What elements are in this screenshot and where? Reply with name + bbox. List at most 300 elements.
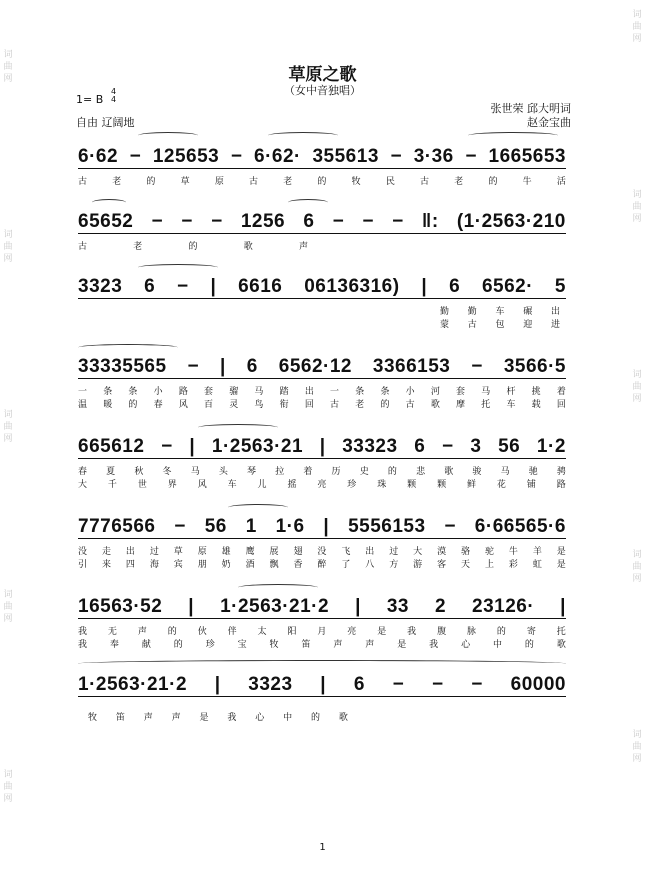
lyric-line-1 (78, 624, 566, 637)
watermark-char: 曲 (3, 602, 13, 612)
note-group: 1 (245, 516, 257, 537)
lyric-char: 酒 (245, 560, 255, 570)
note-group: 3323 (248, 674, 293, 695)
note-group: 1256 (240, 211, 286, 232)
note-group: − (442, 436, 454, 457)
lyric-char: 老 (283, 177, 293, 187)
watermark-char: 网 (632, 214, 642, 224)
watermark-char: 曲 (632, 382, 642, 392)
lyric-char: 蒙 (440, 320, 450, 330)
lyric-char: 中 (283, 713, 293, 723)
note-group: 56 (498, 436, 521, 457)
lyric-char: 载 (531, 400, 541, 410)
lyric-char: 的 (311, 713, 321, 723)
notation-row (78, 516, 566, 539)
lyric-char: 的 (317, 177, 327, 187)
lyric-char: 秋 (134, 467, 144, 477)
watermark-char: 曲 (632, 742, 642, 752)
note-group: − (465, 146, 477, 167)
note-group: 3566·5 (503, 356, 566, 377)
note-group: 1·2563·21·2 (220, 596, 330, 617)
lyric-char: 牧 (351, 177, 361, 187)
lyric-char: 车 (506, 400, 516, 410)
lyric-char: 腹 (437, 627, 447, 637)
note-group: − (177, 276, 189, 297)
lyric-char: 摇 (287, 480, 297, 490)
note-group: 33 (386, 596, 409, 617)
lyric-char: 挑 (531, 387, 541, 397)
lyric-char: 条 (103, 387, 113, 397)
lyric-char: 献 (141, 640, 151, 650)
lyric-char: 的 (387, 467, 397, 477)
lyric-char: 路 (556, 480, 566, 490)
notation-row (78, 436, 566, 459)
note-group: 3323 (78, 276, 123, 297)
lyric-line-1 (78, 239, 308, 252)
lyric-char: 颗 (407, 480, 417, 490)
lyric-char: 古 (78, 177, 88, 187)
note-group: | (421, 276, 428, 297)
lyric-char: 歌 (444, 467, 454, 477)
note-group: − (174, 516, 186, 537)
note-group: − (181, 211, 193, 232)
watermark-char: 曲 (3, 242, 13, 252)
lyric-char: 走 (101, 547, 111, 557)
note-group: − (431, 674, 444, 695)
lyric-char: 春 (78, 467, 88, 477)
lyric-char: 客 (437, 560, 447, 570)
note-group: 6616 (238, 276, 283, 297)
watermark-char: 词 (3, 230, 13, 240)
lyric-char: 百 (204, 400, 214, 410)
lyric-char: 无 (107, 627, 117, 637)
watermark-char: 网 (632, 754, 642, 764)
lyric-char: 展 (269, 547, 279, 557)
slur-mark (238, 584, 318, 591)
note-group: 5556153 (348, 516, 426, 537)
lyric-char: 回 (556, 400, 566, 410)
watermark-char: 网 (632, 34, 642, 44)
lyric-char: 太 (257, 627, 267, 637)
slur-mark (78, 344, 178, 351)
lyric-char: 香 (293, 560, 303, 570)
lyric-char: 是 (199, 713, 209, 723)
lyric-char: 的 (496, 627, 506, 637)
lyric-char: 着 (303, 467, 313, 477)
note-group: 3·36 (413, 146, 454, 167)
lyric-line-2 (78, 477, 566, 490)
lyric-char: 了 (341, 560, 351, 570)
lyric-char: 声 (333, 640, 343, 650)
lyric-char: 虹 (532, 560, 542, 570)
note-group: 5 (554, 276, 566, 297)
note-group: 6 (414, 436, 426, 457)
lyric-char: 古 (330, 400, 340, 410)
watermark-char: 曲 (632, 562, 642, 572)
note-group: − (187, 356, 200, 377)
lyric-char: 进 (550, 320, 560, 330)
note-group: | (210, 276, 217, 297)
note-group: 6562·12 (278, 356, 352, 377)
note-group: − (471, 356, 483, 377)
note-group: 2 (434, 596, 447, 617)
lyric-char: 千 (107, 480, 117, 490)
lyric-char: 歌 (243, 242, 253, 252)
note-group: 6562· (481, 276, 534, 297)
note-group: | (188, 596, 195, 617)
watermark-char: 词 (3, 410, 13, 420)
note-group: 6 (449, 276, 461, 297)
slur-mark (138, 264, 218, 271)
lyric-char: 鲜 (466, 480, 476, 490)
lyric-char: 勤 (440, 307, 450, 317)
lyric-line-2 (78, 397, 566, 410)
lyric-char: 醉 (317, 560, 327, 570)
lyric-char: 笛 (115, 713, 125, 723)
note-group: − (444, 516, 456, 537)
lyric-char: 牛 (508, 547, 518, 557)
lyric-char: 中 (492, 640, 502, 650)
lyric-char: 民 (385, 177, 395, 187)
lyric-char: 引 (78, 560, 88, 570)
note-group: − (211, 211, 223, 232)
lyric-line-2 (78, 557, 566, 570)
lyric-char: 是 (556, 560, 566, 570)
lyric-char: 伴 (227, 627, 237, 637)
note-group: − (390, 146, 403, 167)
lyric-char: 我 (78, 627, 88, 637)
lyric-char: 骏 (472, 467, 482, 477)
lyric-char: 牛 (522, 177, 532, 187)
note-group: − (332, 211, 345, 232)
note-group: | (220, 356, 226, 377)
lyric-line-1 (78, 464, 566, 477)
lyric-char: 飞 (341, 547, 351, 557)
watermark-char: 曲 (3, 62, 13, 72)
lyric-char: 声 (365, 640, 375, 650)
lyric-char: 我 (429, 640, 439, 650)
lyric-char: 出 (550, 307, 560, 317)
note-group: | (355, 596, 361, 617)
page-number: 1 (319, 842, 326, 853)
lyric-char: 勤 (467, 307, 477, 317)
long-tie-mark (78, 660, 566, 667)
lyric-char: 珠 (377, 480, 387, 490)
lyric-char: 温 (78, 400, 88, 410)
lyric-char: 原 (197, 547, 207, 557)
lyric-char: 歌 (430, 400, 440, 410)
lyric-char: 方 (389, 560, 399, 570)
lyric-char: 声 (171, 713, 181, 723)
lyric-char: 马 (190, 467, 200, 477)
lyric-char: 拉 (275, 467, 285, 477)
lyric-char: 踏 (279, 387, 289, 397)
lyric-char: 鹰 (245, 547, 255, 557)
watermark-char: 词 (632, 190, 642, 200)
note-group: 65652 (78, 211, 134, 232)
lyric-char: 老 (112, 177, 122, 187)
lyric-char: 出 (304, 387, 314, 397)
lyric-char: 花 (496, 480, 506, 490)
lyric-char: 是 (556, 547, 566, 557)
lyric-line-1 (78, 384, 566, 397)
notation-row (78, 596, 566, 619)
lyric-char: 历 (331, 467, 341, 477)
lyric-char: 套 (204, 387, 214, 397)
lyric-char: 骆 (461, 547, 471, 557)
notation-row (78, 146, 566, 169)
lyric-char: 亮 (347, 627, 357, 637)
notation-row (78, 356, 566, 379)
watermark-char: 网 (3, 434, 13, 444)
lyric-char: 马 (481, 387, 491, 397)
note-group: 665612 (78, 436, 145, 457)
watermark-char: 词 (632, 10, 642, 20)
note-group: − (362, 211, 374, 232)
lyric-char: 铺 (526, 480, 536, 490)
lyric-char: 没 (78, 547, 88, 557)
lyric-char: 笛 (301, 640, 311, 650)
watermark-char: 词 (632, 370, 642, 380)
lyric-char: 世 (137, 480, 147, 490)
lyric-char: 原 (214, 177, 224, 187)
lyric-char: 的 (524, 640, 534, 650)
watermark-char: 词 (3, 770, 13, 780)
lyric-char: 歌 (556, 640, 566, 650)
lyric-char: 是 (397, 640, 407, 650)
note-group: | (320, 674, 327, 695)
lyric-char: 史 (359, 467, 369, 477)
lyric-char: 风 (197, 480, 207, 490)
note-group: 56 (204, 516, 227, 537)
lyric-char: 一 (330, 387, 340, 397)
slur-mark (468, 132, 558, 139)
note-group: 355613 (312, 146, 379, 167)
lyric-char: 马 (500, 467, 510, 477)
lyric-char: 雄 (221, 547, 231, 557)
lyric-char: 迎 (523, 320, 533, 330)
lyric-char: 海 (149, 560, 159, 570)
lyric-char: 古 (467, 320, 477, 330)
note-group: 3 (470, 436, 482, 457)
lyric-char: 托 (556, 627, 566, 637)
note-group: (1·2563·210 (456, 211, 566, 232)
watermark-char: 词 (632, 550, 642, 560)
slur-mark (268, 132, 338, 139)
lyric-char: 大 (78, 480, 88, 490)
lyric-char: 托 (481, 400, 491, 410)
watermark-char: 曲 (3, 782, 13, 792)
lyric-char: 古 (249, 177, 259, 187)
lyric-char: 包 (495, 320, 505, 330)
lyric-char: 宝 (237, 640, 247, 650)
composer-credit: 赵金宝曲 (527, 116, 571, 129)
watermark-char: 网 (3, 614, 13, 624)
lyric-char: 过 (149, 547, 159, 557)
lyric-char: 的 (146, 177, 156, 187)
lyric-char: 衔 (279, 400, 289, 410)
lyric-char: 朋 (197, 560, 207, 570)
lyric-char: 活 (556, 177, 566, 187)
note-group: − (392, 674, 405, 695)
lyric-char: 没 (317, 547, 327, 557)
note-group: | (319, 436, 326, 457)
lyricist-credit: 张世荣 邱大明词 (490, 102, 571, 115)
watermark-char: 网 (3, 254, 13, 264)
note-group: 6 (353, 674, 365, 695)
lyric-char: 心 (461, 640, 471, 650)
slur-mark (198, 424, 278, 431)
watermark-char: 词 (632, 730, 642, 740)
lyric-char: 回 (304, 400, 314, 410)
note-group: − (161, 436, 173, 457)
lyric-char: 古 (78, 242, 88, 252)
watermark-char: 词 (3, 50, 13, 60)
note-group: 6·62 (78, 146, 119, 167)
lyric-char: 歌 (338, 713, 348, 723)
lyric-char: 牧 (88, 713, 98, 723)
lyric-char: 古 (405, 400, 415, 410)
note-group: | (323, 516, 330, 537)
lyric-char: 冬 (162, 467, 172, 477)
lyric-char: 彩 (508, 560, 518, 570)
watermark-char: 曲 (632, 202, 642, 212)
lyric-char: 飘 (269, 560, 279, 570)
lyric-char: 灵 (229, 400, 239, 410)
note-group: 1665653 (488, 146, 566, 167)
lyric-char: 骋 (556, 467, 566, 477)
note-group: 7776566 (78, 516, 156, 537)
lyric-char: 条 (355, 387, 365, 397)
lyric-char: 老 (355, 400, 365, 410)
lyric-char: 老 (133, 242, 143, 252)
note-group: 16563·52 (78, 596, 163, 617)
lyric-char: 小 (405, 387, 415, 397)
note-group: 6 (303, 211, 315, 232)
lyric-char: 界 (167, 480, 177, 490)
note-group: − (129, 146, 142, 167)
song-title: 草原之歌 (288, 65, 357, 85)
lyric-char: 天 (461, 560, 471, 570)
watermark-char: 网 (632, 574, 642, 584)
lyric-char: 车 (227, 480, 237, 490)
lyric-line-1 (78, 544, 566, 557)
lyric-char: 驼 (484, 547, 494, 557)
watermark-right (629, 0, 645, 891)
key-signature: 1= B (76, 93, 104, 106)
lyric-char: 寄 (526, 627, 536, 637)
lyric-char: 是 (377, 627, 387, 637)
lyric-char: 心 (255, 713, 265, 723)
note-group: ‖: (421, 211, 439, 232)
lyric-line-1 (440, 304, 560, 317)
note-group: 6·62· (254, 146, 301, 167)
lyric-char: 的 (380, 400, 390, 410)
lyric-char: 声 (137, 627, 147, 637)
lyric-char: 儿 (257, 480, 267, 490)
lyric-char: 奶 (221, 560, 231, 570)
lyric-char: 大 (413, 547, 423, 557)
note-group: − (471, 674, 483, 695)
note-group: 125653 (152, 146, 220, 167)
note-group: 1·6 (275, 516, 305, 537)
lyric-char: 条 (128, 387, 138, 397)
lyric-char: 珍 (205, 640, 215, 650)
lyric-char: 出 (125, 547, 135, 557)
lyric-char: 脉 (466, 627, 476, 637)
lyric-char: 的 (188, 242, 198, 252)
lyric-char: 驰 (528, 467, 538, 477)
note-group: 6 (144, 276, 156, 297)
tempo-marking: 自由 辽阔地 (76, 116, 135, 129)
lyric-char: 的 (167, 627, 177, 637)
lyric-char: 出 (365, 547, 375, 557)
lyric-line-1 (88, 710, 348, 723)
lyric-char: 我 (227, 713, 237, 723)
note-group: − (230, 146, 243, 167)
note-group: − (392, 211, 404, 232)
note-group: 06136316) (304, 276, 400, 297)
lyric-char: 暖 (103, 400, 113, 410)
lyric-char: 风 (178, 400, 188, 410)
lyric-char: 古 (420, 177, 430, 187)
lyric-char: 马 (254, 387, 264, 397)
lyric-char: 漠 (437, 547, 447, 557)
note-group: | (560, 596, 566, 617)
lyric-char: 草 (180, 177, 190, 187)
notation-row (78, 276, 566, 299)
notation-row (78, 674, 566, 697)
lyric-char: 八 (365, 560, 375, 570)
lyric-char: 鸟 (254, 400, 264, 410)
lyric-line-2 (78, 637, 566, 650)
note-group: − (151, 211, 164, 232)
lyric-char: 路 (178, 387, 188, 397)
lyric-char: 牧 (269, 640, 279, 650)
lyric-char: 月 (317, 627, 327, 637)
lyric-char: 春 (153, 400, 163, 410)
lyric-char: 套 (456, 387, 466, 397)
lyric-char: 骝 (229, 387, 239, 397)
lyric-char: 奉 (109, 640, 119, 650)
lyric-char: 羊 (532, 547, 542, 557)
time-signature (111, 88, 116, 104)
lyric-char: 老 (454, 177, 464, 187)
lyric-char: 小 (153, 387, 163, 397)
lyric-line-2 (440, 317, 560, 330)
slur-mark (288, 199, 328, 206)
lyric-char: 亮 (317, 480, 327, 490)
note-group: | (214, 674, 221, 695)
lyric-line-1 (78, 174, 566, 187)
watermark-char: 网 (632, 394, 642, 404)
meter-bottom: 4 (111, 95, 117, 104)
note-group: 1·2563·21 (211, 436, 304, 457)
note-group: 60000 (510, 674, 566, 695)
watermark-left (0, 0, 16, 891)
lyric-char: 草 (173, 547, 183, 557)
notation-row (78, 211, 566, 234)
lyric-char: 夏 (106, 467, 116, 477)
note-group: 1·2 (536, 436, 566, 457)
meter-top: 4 (111, 87, 117, 96)
lyric-char: 我 (78, 640, 88, 650)
lyric-char: 的 (128, 400, 138, 410)
lyric-char: 过 (389, 547, 399, 557)
lyric-char: 颗 (437, 480, 447, 490)
slur-mark (138, 132, 198, 139)
lyric-char: 着 (556, 387, 566, 397)
